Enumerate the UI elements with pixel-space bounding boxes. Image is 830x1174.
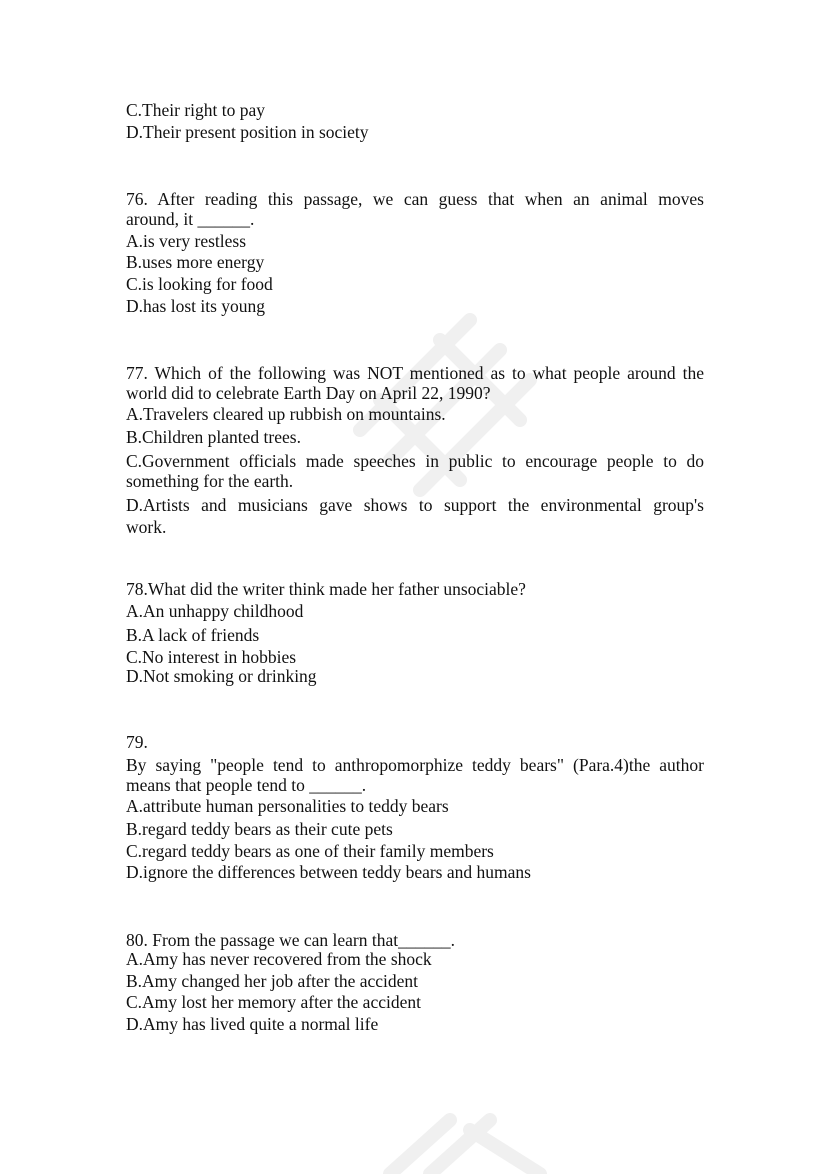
q80-option-b: B.Amy changed her job after the accident [126, 971, 419, 991]
q78-option-b: B.A lack of friends [126, 625, 260, 645]
q79-stem-line2: means that people tend to ______. [126, 775, 367, 795]
q76-option-d: D.has lost its young [126, 296, 266, 316]
q77-option-a: A.Travelers cleared up rubbish on mountains. [126, 404, 446, 424]
q77-option-d-line2: work. [126, 517, 167, 537]
q79-number: 79. [126, 732, 148, 752]
q77-stem-line2: world did to celebrate Earth Day on April 22, 1990? [126, 383, 491, 403]
q76-option-c: C.is looking for food [126, 274, 273, 294]
q79-option-a: A.attribute human personalities to teddy bears [126, 796, 449, 816]
q77-stem-line1: 77. Which of the following was NOT mentioned as to what people around the [126, 363, 704, 383]
q79-option-b: B.regard teddy bears as their cute pets [126, 819, 393, 839]
q75-option-c: C.Their right to pay [126, 100, 266, 120]
q80-option-d: D.Amy has lived quite a normal life [126, 1014, 379, 1034]
q79-option-d: D.ignore the differences between teddy bears and humans [126, 862, 531, 882]
q76-option-b: B.uses more energy [126, 252, 265, 272]
q75-option-d: D.Their present position in society [126, 122, 369, 142]
q80-option-a: A.Amy has never recovered from the shock [126, 949, 432, 969]
q79-stem-line1: By saying "people tend to anthropomorphize teddy bears" (Para.4)the author [126, 755, 704, 775]
q76-option-a: A.is very restless [126, 231, 247, 251]
q78-option-d: D.Not smoking or drinking [126, 666, 317, 686]
q80-option-c: C.Amy lost her memory after the accident [126, 992, 421, 1012]
q78-option-c: C.No interest in hobbies [126, 647, 297, 667]
q76-stem-line2: around, it ______. [126, 209, 255, 229]
q77-option-d-line1: D.Artists and musicians gave shows to support the environmental group's [126, 495, 704, 515]
q79-option-c: C.regard teddy bears as one of their family members [126, 841, 494, 861]
q77-option-b: B.Children planted trees. [126, 427, 301, 447]
q77-option-c-line1: C.Government officials made speeches in public to encourage people to do [126, 451, 704, 471]
q78-option-a: A.An unhappy childhood [126, 601, 304, 621]
q78-stem: 78.What did the writer think made her father unsociable? [126, 579, 526, 599]
q77-option-c-line2: something for the earth. [126, 471, 294, 491]
watermark-stamp-bottom [370, 1110, 570, 1174]
q76-stem-line1: 76. After reading this passage, we can guess that when an animal moves [126, 189, 704, 209]
q80-stem: 80. From the passage we can learn that______. [126, 930, 456, 950]
